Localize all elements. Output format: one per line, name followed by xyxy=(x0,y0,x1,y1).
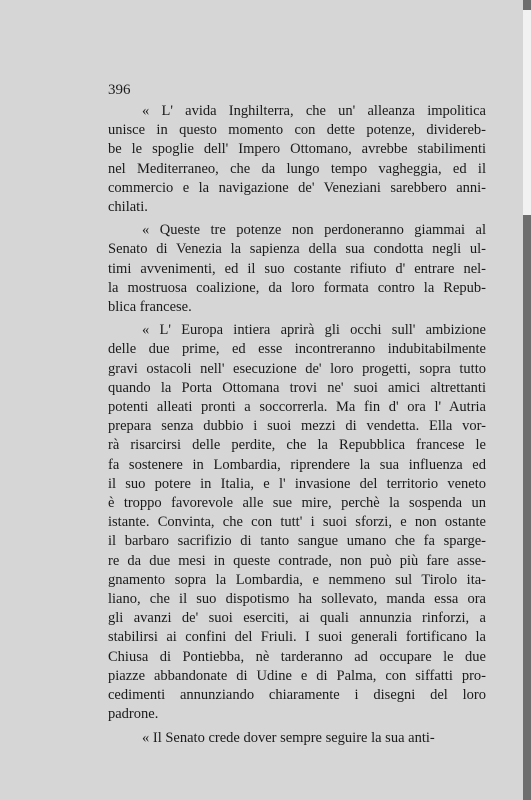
text-line: rà risarcirsi delle perdite, che la Repubblica francese le xyxy=(108,437,486,454)
text-line: timi avvenimenti, ed il suo costante rifiuto d' entrare nel- xyxy=(108,260,486,277)
text-line: « Il Senato crede dover sempre seguire la sua anti- xyxy=(142,729,435,746)
text-line: cedimenti annunziando chiaramente i disegni del loro xyxy=(108,687,486,704)
text-line: fa sostenere in Lombardia, riprendere la sua influenza ed xyxy=(108,456,486,473)
text-line: potenti alleati pronti a soccorrerla. Ma fin d' ora l' Autria xyxy=(108,399,486,416)
text-line: gravi ostacoli nell' esecuzione de' loro progetti, sopra tutto xyxy=(108,360,486,377)
paragraph xyxy=(108,321,486,724)
page-number: 396 xyxy=(108,82,131,98)
text-line: delle due prime, ed esse incontreranno indubitabilmente xyxy=(108,341,486,358)
text-line: liano, che il suo dispotismo ha sollevato, manda essa ora xyxy=(108,591,486,608)
text-line: è troppo favorevole alle sue mire, perchè la sospenda un xyxy=(108,495,486,512)
paragraph xyxy=(108,729,486,748)
text-line: « Queste tre potenze non perdoneranno giammai al xyxy=(142,222,486,239)
text-line: stabilirsi ai confini del Friuli. I suoi generali fortificano la xyxy=(108,629,486,646)
text-line: padrone. xyxy=(108,706,159,723)
text-line: il suo potere in Italia, e l' invasione del territorio veneto xyxy=(108,475,486,492)
text-line: blica francese. xyxy=(108,299,192,316)
text-line: unisce in questo momento con dette potenze, dividereb- xyxy=(108,122,486,139)
page-edge-highlight xyxy=(523,10,531,215)
text-line: « L' Europa intiera aprirà gli occhi sull' ambizione xyxy=(142,322,486,339)
text-line: piazze abbandonate di Udine e di Palma, con siffatti pro- xyxy=(108,667,486,684)
text-line: Senato di Venezia la sapienza della sua condotta negli ul- xyxy=(108,241,486,258)
paragraph xyxy=(108,221,486,317)
text-line: re da due mesi in queste contrade, non può più fare asse- xyxy=(108,552,486,569)
text-line: la mostruosa coalizione, da loro formata contro la Repub- xyxy=(108,279,486,296)
text-line: nel Mediterraneo, che da lungo tempo vagheggia, ed il xyxy=(108,160,486,177)
text-line: gli avanzi de' suoi eserciti, ai quali annunzia rinforzi, a xyxy=(108,610,486,627)
text-line: il barbaro sacrifizio di tanto sangue umano che fa sparge- xyxy=(108,533,486,550)
body-text xyxy=(108,102,486,752)
text-line: gnamento sopra la Lombardia, e nemmeno sul Tirolo ita- xyxy=(108,571,486,588)
text-line: istante. Convinta, che con tutt' i suoi sforzi, e non ostante xyxy=(108,514,486,531)
text-line: Chiusa di Pontiebba, nè tarderanno ad occupare le due xyxy=(108,648,486,665)
text-line: quando la Porta Ottomana trovi ne' suoi amici altrettanti xyxy=(108,379,486,396)
text-line: commercio e la navigazione de' Veneziani sarebbero anni- xyxy=(108,179,486,196)
text-line: chilati. xyxy=(108,199,148,216)
text-line: « L' avida Inghilterra, che un' alleanza impolitica xyxy=(142,103,486,119)
text-line: be le spoglie dell' Impero Ottomano, avrebbe stabilimenti xyxy=(108,141,486,158)
text-line: prepara senza dubbio i suoi mezzi di vendetta. Ella vor- xyxy=(108,418,486,435)
paragraph xyxy=(108,102,486,217)
